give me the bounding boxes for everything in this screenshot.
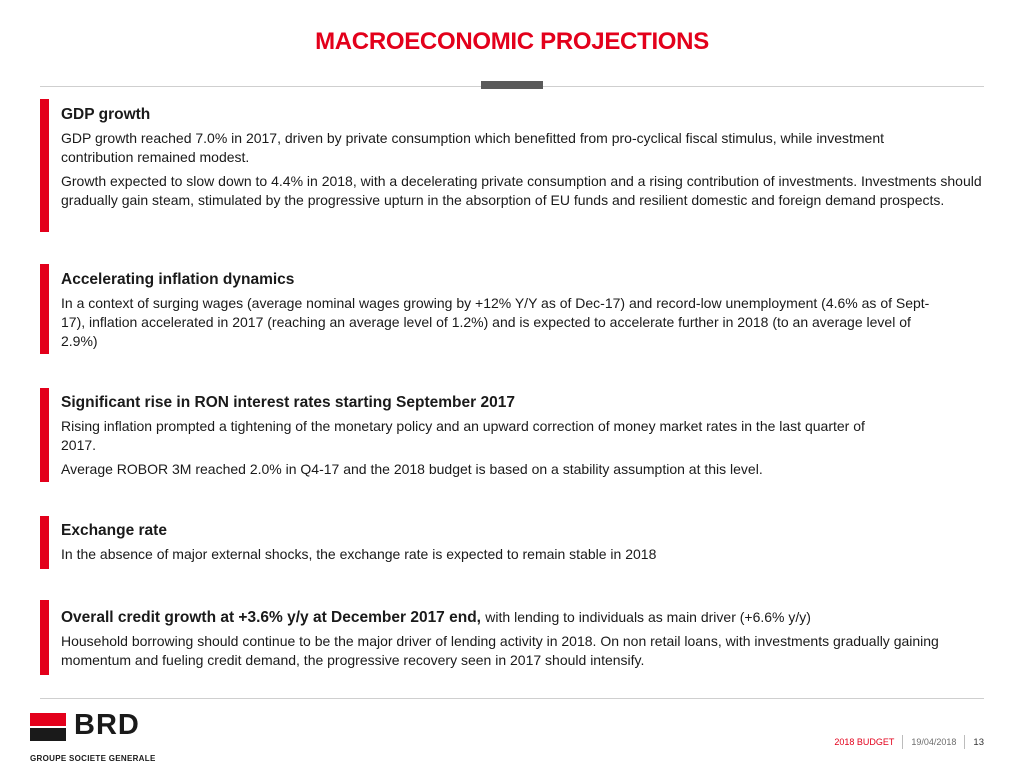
section-content [61,516,991,564]
section-heading-main: Overall credit growth at +3.6% y/y at December 2017 end, [61,609,481,626]
section-accent-bar [40,388,49,482]
section-heading [61,607,991,628]
section-accent-bar [40,600,49,675]
section-paragraph: In the absence of major external shocks, the exchange rate is expected to remain stable in 2018 [61,546,657,562]
section-interest-rates [40,388,990,482]
section-paragraph: GDP growth reached 7.0% in 2017, driven by private consumption which benefitted from pro-cyclical fiscal stimulus, while investment contribution remained modest. [61,130,885,165]
section-gdp-growth [40,99,990,232]
logo-square-icon [30,713,66,741]
section-accent-bar [40,99,49,232]
bottom-divider [40,698,984,699]
footer-date: 19/04/2018 [911,737,957,747]
section-accent-bar [40,264,49,354]
footer-separator [902,735,903,749]
section-heading: Significant rise in RON interest rates starting September 2017 [61,394,515,411]
section-heading: GDP growth [61,106,151,123]
section-heading: Accelerating inflation dynamics [61,271,295,288]
title-accent-tab [481,81,543,89]
section-heading-suffix: with lending to individuals as main driver (+6.6% y/y) [485,609,811,625]
footer-separator [964,735,965,749]
section-paragraph: Rising inflation prompted a tightening of the monetary policy and an upward correction of money market rates in the last quarter of 2017. [61,418,865,453]
section-exchange-rate [40,516,990,569]
section-content [61,388,991,479]
section-content [61,99,991,210]
section-paragraph: Growth expected to slow down to 4.4% in 2018, with a decelerating private consumption and a rising contribution of investments. Investments should gradually gain steam, stimulated by the progressive upturn in the absorption of EU funds and resilient domestic and foreign demand prospects. [61,173,982,208]
footer [834,735,984,749]
section-credit-growth [40,600,990,675]
section-accent-bar [40,516,49,569]
page-title: MACROECONOMIC PROJECTIONS [315,28,709,55]
footer-label: 2018 BUDGET [834,737,895,747]
section-heading: Exchange rate [61,522,167,539]
logo-subtitle: GROUPE SOCIETE GENERALE [30,754,156,763]
section-paragraph: Household borrowing should continue to be the major driver of lending activity in 2018. On non retail loans, with investments gradually gaining momentum and fueling credit demand, the progressive recovery seen in 2017 should intensify. [61,633,939,668]
section-content [61,600,991,670]
page-number: 13 [973,736,984,748]
section-paragraph: In a context of surging wages (average nominal wages growing by +12% Y/Y as of Dec-17) and record-low unemployment (4.6% as of Sept-17), inflation accelerated in 2017 (reaching an average level of 1.2%) and is expected to accelerate further in 2018 (to an average level of 2.9%) [61,295,930,349]
section-paragraph: Average ROBOR 3M reached 2.0% in Q4-17 and the 2018 budget is based on a stability assumption at this level. [61,461,763,477]
logo-wordmark: BRD [74,709,140,741]
section-inflation [40,264,990,354]
section-content [61,264,991,351]
